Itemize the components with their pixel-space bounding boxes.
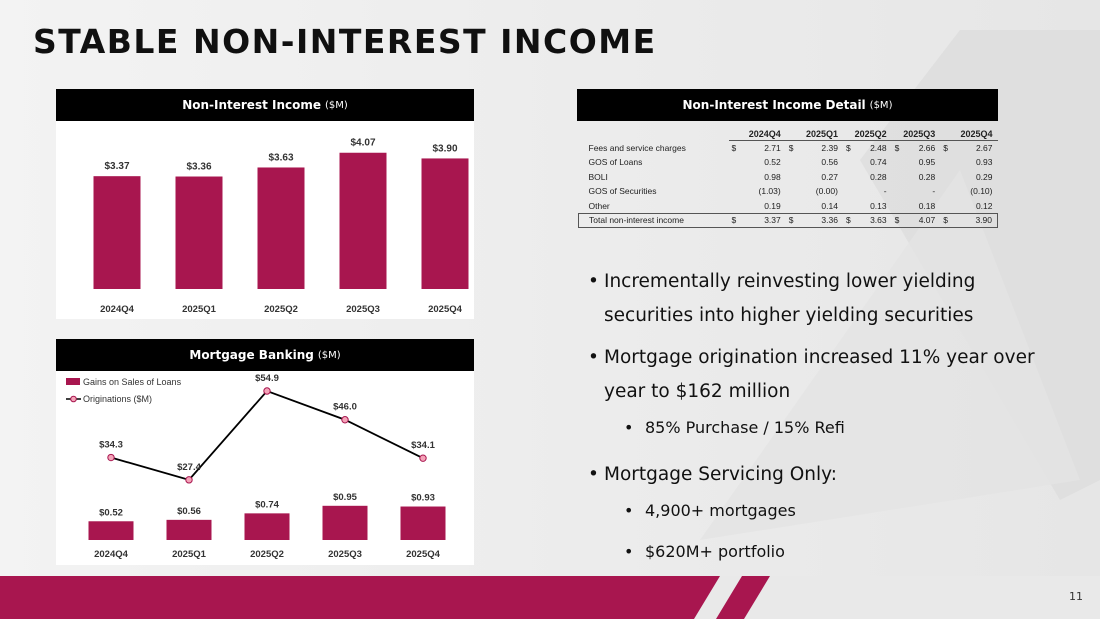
currency-cell bbox=[940, 199, 956, 214]
currency-cell bbox=[786, 155, 802, 170]
sub-bullet-item bbox=[624, 541, 1068, 563]
bar bbox=[245, 513, 290, 540]
bullet-item bbox=[588, 458, 1068, 492]
currency-cell bbox=[843, 199, 859, 214]
detail-table-title: Non-Interest Income Detail bbox=[682, 98, 866, 112]
value-cell: 0.18 bbox=[918, 200, 936, 211]
value-cell: 0.74 bbox=[870, 157, 887, 168]
value-cell: 3.36 bbox=[802, 213, 843, 228]
mortgage-chart-header bbox=[56, 339, 474, 371]
data-label: $54.9 bbox=[255, 373, 279, 384]
currency-cell: $ bbox=[788, 143, 794, 153]
value-cell: 0.56 bbox=[821, 157, 838, 168]
x-tick-label: 2025Q2 bbox=[250, 549, 284, 560]
value-cell: 0.13 bbox=[870, 200, 887, 211]
legend-label: Originations ($M) bbox=[83, 394, 153, 404]
value-cell: 0.98 bbox=[764, 171, 781, 182]
sub-bullet-item bbox=[624, 417, 1068, 439]
detail-table-header-row bbox=[579, 127, 998, 141]
x-tick-label: 2025Q1 bbox=[172, 549, 206, 560]
bar bbox=[401, 507, 446, 540]
bullet-text: Incrementally reinvesting lower yielding securities into higher yielding securities bbox=[604, 271, 976, 326]
currency-cell bbox=[843, 170, 859, 185]
table-row bbox=[579, 141, 998, 156]
value-cell: 0.52 bbox=[764, 157, 781, 168]
currency-cell bbox=[786, 199, 802, 214]
value-cell: 0.12 bbox=[975, 200, 993, 211]
line-point bbox=[186, 477, 192, 483]
data-label: $0.52 bbox=[99, 507, 123, 519]
sub-bullet-text: $620M+ portfolio bbox=[645, 542, 785, 561]
data-label: $46.0 bbox=[333, 401, 357, 413]
bar bbox=[422, 158, 469, 289]
line-point bbox=[108, 454, 114, 460]
table-row bbox=[579, 170, 998, 185]
data-label: $3.37 bbox=[104, 161, 130, 173]
value-cell: 0.14 bbox=[821, 200, 838, 211]
currency-cell: $ bbox=[786, 213, 802, 228]
currency-cell bbox=[940, 155, 956, 170]
value-cell: 3.37 bbox=[745, 213, 786, 228]
nii-bar-chart bbox=[56, 121, 474, 319]
data-label: $0.56 bbox=[177, 505, 201, 517]
table-row bbox=[579, 199, 998, 214]
row-label: BOLI bbox=[588, 171, 608, 182]
bar bbox=[89, 521, 134, 540]
x-tick-label: 2024Q4 bbox=[100, 304, 134, 315]
value-cell: 0.28 bbox=[870, 171, 887, 182]
legend-label: Gains on Sales of Loans bbox=[83, 377, 182, 387]
x-tick-label: 2025Q4 bbox=[406, 549, 440, 560]
row-label: GOS of Loans bbox=[588, 157, 643, 168]
bullet-text: Mortgage Servicing Only: bbox=[604, 464, 837, 485]
bullet-icon: • bbox=[588, 347, 599, 368]
value-cell: 2.39 bbox=[821, 143, 838, 153]
nii-chart-panel bbox=[56, 121, 474, 319]
bullet-icon: • bbox=[624, 501, 634, 520]
value-cell: 3.63 bbox=[859, 213, 892, 228]
currency-cell: $ bbox=[892, 213, 908, 228]
currency-cell bbox=[940, 170, 956, 185]
nii-chart-title: Non-Interest Income bbox=[182, 98, 322, 112]
value-cell: 2.48 bbox=[870, 143, 887, 153]
line-point bbox=[342, 417, 348, 423]
value-cell: 0.27 bbox=[821, 171, 838, 182]
data-label: $34.1 bbox=[411, 440, 435, 452]
sub-bullet-text: 85% Purchase / 15% Refi bbox=[645, 418, 845, 437]
sub-bullet-text: 4,900+ mortgages bbox=[645, 501, 796, 520]
value-cell: 2.71 bbox=[764, 143, 781, 153]
bar bbox=[176, 177, 223, 289]
row-label: Total non-interest income bbox=[579, 213, 729, 228]
value-cell: 0.29 bbox=[975, 171, 993, 182]
currency-cell bbox=[843, 155, 859, 170]
currency-cell bbox=[786, 170, 802, 185]
data-label: $27.4 bbox=[177, 461, 201, 473]
nii-chart-unit: ($M) bbox=[325, 99, 348, 111]
mortgage-chart-title: Mortgage Banking bbox=[189, 348, 314, 362]
legend-marker bbox=[71, 396, 77, 402]
bar bbox=[167, 520, 212, 540]
currency-cell: $ bbox=[843, 213, 859, 228]
value-cell: (0.00) bbox=[815, 186, 838, 197]
footer-band bbox=[0, 576, 1100, 619]
column-header: 2025Q2 bbox=[843, 127, 892, 141]
x-tick-label: 2025Q3 bbox=[346, 304, 380, 315]
mortgage-chart-unit: ($M) bbox=[317, 349, 341, 361]
value-cell: 0.28 bbox=[918, 171, 936, 182]
value-cell: - bbox=[932, 186, 936, 197]
currency-cell bbox=[729, 170, 745, 185]
bullet-icon: • bbox=[624, 418, 634, 437]
value-cell: 0.95 bbox=[918, 157, 936, 168]
data-label: $0.93 bbox=[411, 492, 435, 504]
value-cell: - bbox=[883, 186, 887, 197]
currency-cell: $ bbox=[940, 213, 956, 228]
x-tick-label: 2025Q2 bbox=[264, 304, 298, 315]
x-tick-label: 2025Q4 bbox=[428, 304, 462, 315]
value-cell: 2.66 bbox=[918, 143, 936, 153]
bar bbox=[340, 153, 387, 289]
currency-cell bbox=[892, 170, 908, 185]
table-row bbox=[579, 184, 998, 199]
currency-cell bbox=[786, 184, 802, 199]
row-label: Other bbox=[588, 200, 610, 211]
slide-title: STABLE NON-INTEREST INCOME bbox=[33, 22, 657, 61]
bar bbox=[323, 506, 368, 540]
currency-cell bbox=[729, 199, 745, 214]
nii-chart-header bbox=[56, 89, 474, 121]
sub-bullet-item bbox=[624, 500, 1068, 522]
value-cell: 0.19 bbox=[764, 200, 781, 211]
data-label: $4.07 bbox=[350, 137, 376, 149]
detail-table-unit: ($M) bbox=[869, 99, 893, 111]
bar bbox=[94, 176, 141, 289]
table-total-row bbox=[579, 213, 998, 228]
data-label: $3.90 bbox=[432, 143, 458, 155]
bar bbox=[258, 167, 305, 289]
currency-cell bbox=[892, 155, 908, 170]
bullet-list bbox=[588, 265, 1068, 582]
currency-cell bbox=[843, 184, 859, 199]
currency-cell: $ bbox=[731, 143, 737, 153]
detail-table-header bbox=[577, 89, 998, 121]
value-cell: (0.10) bbox=[970, 186, 993, 197]
column-header: 2025Q3 bbox=[892, 127, 941, 141]
currency-cell bbox=[729, 184, 745, 199]
currency-cell bbox=[892, 184, 908, 199]
currency-cell: $ bbox=[845, 143, 851, 153]
column-header: 2024Q4 bbox=[729, 127, 786, 141]
currency-cell bbox=[729, 155, 745, 170]
data-label: $3.63 bbox=[268, 152, 294, 164]
page-number: 11 bbox=[1069, 590, 1083, 603]
data-label: $0.95 bbox=[333, 491, 357, 503]
line-point bbox=[420, 455, 426, 461]
mortgage-chart-panel bbox=[56, 371, 474, 565]
currency-cell bbox=[892, 199, 908, 214]
mortgage-combo-chart bbox=[56, 371, 474, 565]
data-label: $34.3 bbox=[99, 439, 123, 451]
x-tick-label: 2025Q1 bbox=[182, 304, 216, 315]
table-row bbox=[579, 155, 998, 170]
column-header: 2025Q1 bbox=[786, 127, 843, 141]
bullet-item bbox=[588, 265, 1068, 333]
detail-table bbox=[578, 127, 998, 228]
value-cell: 4.07 bbox=[908, 213, 941, 228]
value-cell: 2.67 bbox=[975, 143, 993, 153]
line-point bbox=[264, 388, 270, 394]
row-label: Fees and service charges bbox=[588, 142, 686, 153]
series-line bbox=[111, 391, 423, 480]
column-header: 2025Q4 bbox=[940, 127, 997, 141]
data-label: $0.74 bbox=[255, 499, 279, 511]
currency-cell: $ bbox=[894, 143, 900, 153]
bullet-icon: • bbox=[588, 271, 599, 292]
bullet-icon: • bbox=[624, 542, 634, 561]
data-label: $3.36 bbox=[186, 161, 212, 173]
value-cell: 3.90 bbox=[956, 213, 997, 228]
value-cell: 0.93 bbox=[975, 157, 993, 168]
currency-cell: $ bbox=[943, 143, 948, 153]
row-label: GOS of Securities bbox=[588, 186, 657, 197]
x-tick-label: 2024Q4 bbox=[94, 549, 128, 560]
x-tick-label: 2025Q3 bbox=[328, 549, 362, 560]
currency-cell: $ bbox=[729, 213, 745, 228]
bullet-text: Mortgage origination increased 11% year over year to $162 million bbox=[604, 347, 1035, 402]
value-cell: (1.03) bbox=[758, 186, 781, 197]
legend-swatch bbox=[66, 378, 80, 385]
bullet-item bbox=[588, 341, 1068, 409]
bullet-icon: • bbox=[588, 464, 599, 485]
currency-cell bbox=[940, 184, 956, 199]
